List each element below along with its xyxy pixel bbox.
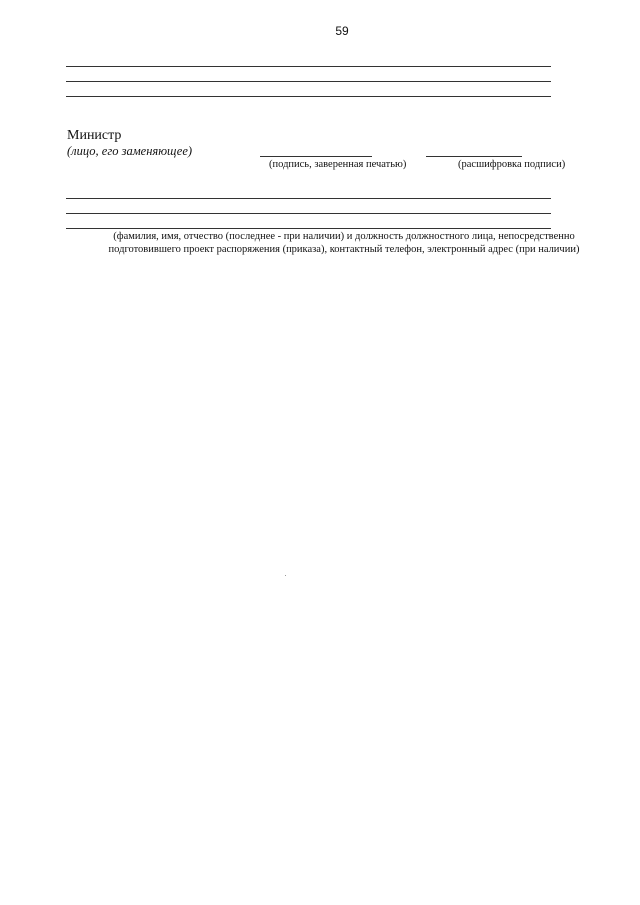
position-note: (лицо, его заменяющее) — [67, 144, 193, 158]
blank-line — [66, 66, 551, 67]
blank-line — [66, 213, 551, 214]
footnote-line: подготовившего проект распоряжения (приказа), контактный телефон, электронный адрес (при наличии) — [108, 244, 580, 255]
footnote-line: (фамилия, имя, отчество (последнее - при наличии) и должность должностного лица, непосредственно — [113, 231, 575, 242]
blank-line — [66, 198, 551, 199]
blank-line — [66, 81, 551, 82]
blank-line — [66, 228, 551, 229]
page-number: 59 — [335, 24, 349, 38]
footnote — [96, 230, 592, 256]
signature-decode-line — [426, 156, 522, 157]
position-title: Министр — [67, 128, 122, 143]
signature-caption: (подпись, заверенная печатью) — [269, 159, 407, 170]
signature-line — [260, 156, 372, 157]
blank-line — [66, 96, 551, 97]
scan-speck — [285, 575, 286, 576]
signature-decode-caption: (расшифровка подписи) — [458, 159, 566, 170]
